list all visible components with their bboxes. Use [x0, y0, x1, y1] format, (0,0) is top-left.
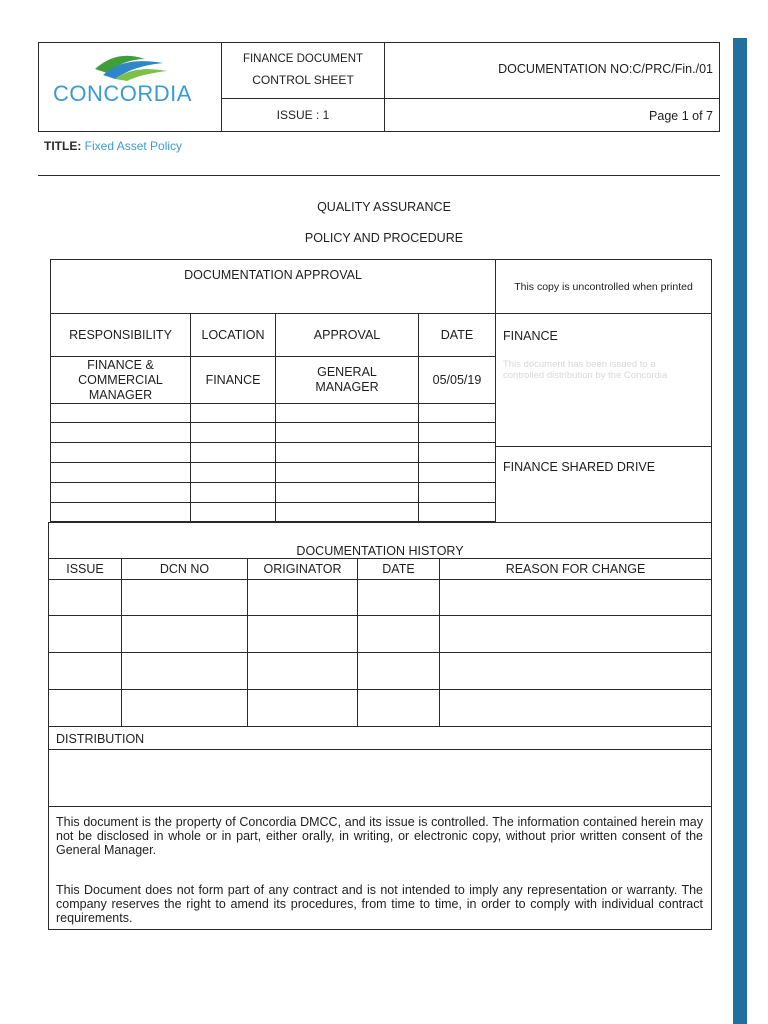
hcol-date-label: DATE	[382, 562, 415, 576]
hcol-issue	[48, 558, 122, 580]
doc-type-line1: FINANCE DOCUMENT	[242, 53, 364, 65]
table-cell	[48, 615, 122, 653]
uncontrolled-cell	[495, 259, 712, 314]
table-cell	[439, 652, 712, 690]
hcol-date	[357, 558, 440, 580]
table-cell	[418, 403, 496, 423]
approval-value: GENERAL MANAGER	[315, 365, 379, 394]
concordia-logo-icon	[93, 49, 169, 81]
distribution-label: DISTRIBUTION	[56, 732, 145, 746]
history-empty-rows	[48, 579, 712, 727]
table-cell	[418, 462, 496, 483]
title-label: TITLE:	[44, 139, 82, 153]
issue-cell	[221, 98, 385, 132]
hcol-reason	[439, 558, 712, 580]
table-cell	[418, 482, 496, 503]
issue-text: ISSUE : 1	[276, 108, 330, 122]
doc-type-line2: CONTROL SHEET	[252, 73, 354, 87]
table-cell	[121, 689, 248, 727]
hcol-originator	[247, 558, 358, 580]
col-location-label: LOCATION	[201, 328, 265, 342]
hcol-dcn	[121, 558, 248, 580]
table-cell	[190, 502, 276, 522]
finance-label: FINANCE	[503, 329, 558, 343]
col-approval	[275, 313, 419, 357]
hcol-originator-label: ORIGINATOR	[263, 562, 342, 576]
table-cell	[418, 502, 496, 522]
footer-para-property: This document is the property of Concordia DMCC, and its issue is controlled. The information contained herein may not be disclosed in whole or in part, either orally, in writing, or electronic copy, without prior written consent of the General Manager.	[56, 815, 703, 857]
table-cell	[357, 615, 440, 653]
logo-cell	[38, 42, 222, 132]
company-logo-text: CONCORDIA	[53, 81, 192, 106]
table-cell	[275, 442, 419, 463]
doc-no-cell	[384, 42, 720, 99]
table-cell	[275, 422, 419, 443]
subheading-quality: QUALITY ASSURANCE	[317, 200, 451, 214]
table-cell	[50, 403, 191, 423]
table-cell	[121, 579, 248, 616]
table-cell	[247, 579, 358, 616]
approval-empty-rows	[50, 403, 496, 522]
table-cell	[357, 579, 440, 616]
table-cell	[275, 462, 419, 483]
table-cell	[275, 502, 419, 522]
uncontrolled-note: This copy is uncontrolled when printed	[514, 280, 693, 293]
right-edge-bar	[733, 38, 747, 1024]
table-cell	[439, 615, 712, 653]
cell-location	[190, 356, 276, 404]
table-cell	[48, 652, 122, 690]
hcol-reason-label: REASON FOR CHANGE	[505, 562, 646, 576]
col-responsibility-label: RESPONSIBILITY	[69, 328, 172, 342]
table-cell	[190, 422, 276, 443]
location-value: FINANCE	[205, 373, 261, 387]
cell-responsibility	[50, 356, 191, 404]
hcol-dcn-label: DCN NO	[159, 562, 210, 576]
responsibility-value: FINANCE & COMMERCIAL MANAGER	[78, 357, 163, 402]
table-cell	[190, 462, 276, 483]
finance-cell	[495, 313, 712, 447]
page-number: Page 1 of 7	[649, 109, 713, 123]
table-cell	[247, 652, 358, 690]
doc-type-cell	[221, 42, 385, 99]
table-cell	[439, 579, 712, 616]
doc-no-text: DOCUMENTATION NO:C/PRC/Fin./01	[498, 62, 713, 76]
table-cell	[48, 689, 122, 727]
table-cell	[357, 652, 440, 690]
distribution-label-cell	[48, 726, 712, 750]
table-cell	[50, 502, 191, 522]
faint-distribution-note: This document has been issued to a controlled distribution by the Concordia	[503, 359, 668, 381]
table-cell	[190, 482, 276, 503]
table-cell	[418, 442, 496, 463]
col-responsibility	[50, 313, 191, 357]
distribution-field	[48, 749, 712, 807]
table-cell	[50, 422, 191, 443]
table-cell	[439, 689, 712, 727]
subheading-policy: POLICY AND PROCEDURE	[304, 231, 464, 245]
table-cell	[275, 482, 419, 503]
table-cell	[275, 403, 419, 423]
title-value: Fixed Asset Policy	[84, 139, 183, 153]
table-cell	[50, 482, 191, 503]
approval-heading: DOCUMENTATION APPROVAL	[184, 268, 362, 282]
shared-drive-label: FINANCE SHARED DRIVE	[503, 460, 656, 474]
page-cell	[384, 98, 720, 132]
cell-approval	[275, 356, 419, 404]
title-row	[44, 139, 182, 153]
hcol-issue-label: ISSUE	[66, 562, 104, 576]
col-date-label: DATE	[440, 328, 474, 342]
table-cell	[247, 689, 358, 727]
approval-heading-cell	[50, 259, 496, 314]
date-value: 05/05/19	[432, 373, 482, 387]
col-date	[418, 313, 496, 357]
table-cell	[50, 442, 191, 463]
cell-date	[418, 356, 496, 404]
divider	[38, 175, 720, 176]
col-approval-label: APPROVAL	[313, 328, 381, 342]
footer-notice-box	[48, 806, 712, 930]
history-heading: DOCUMENTATION HISTORY	[296, 544, 464, 558]
table-cell	[121, 652, 248, 690]
table-cell	[190, 442, 276, 463]
col-location	[190, 313, 276, 357]
table-cell	[50, 462, 191, 483]
footer-para-contract: This Document does not form part of any contract and is not intended to imply any representation or warranty. The company reserves the right to amend its procedures, from time to time, in order to comply with individual contract requirements.	[56, 883, 703, 925]
table-cell	[418, 422, 496, 443]
table-cell	[247, 615, 358, 653]
history-heading-cell	[48, 522, 712, 559]
table-cell	[190, 403, 276, 423]
shared-drive-cell	[495, 446, 712, 523]
table-cell	[357, 689, 440, 727]
table-cell	[48, 579, 122, 616]
table-cell	[121, 615, 248, 653]
